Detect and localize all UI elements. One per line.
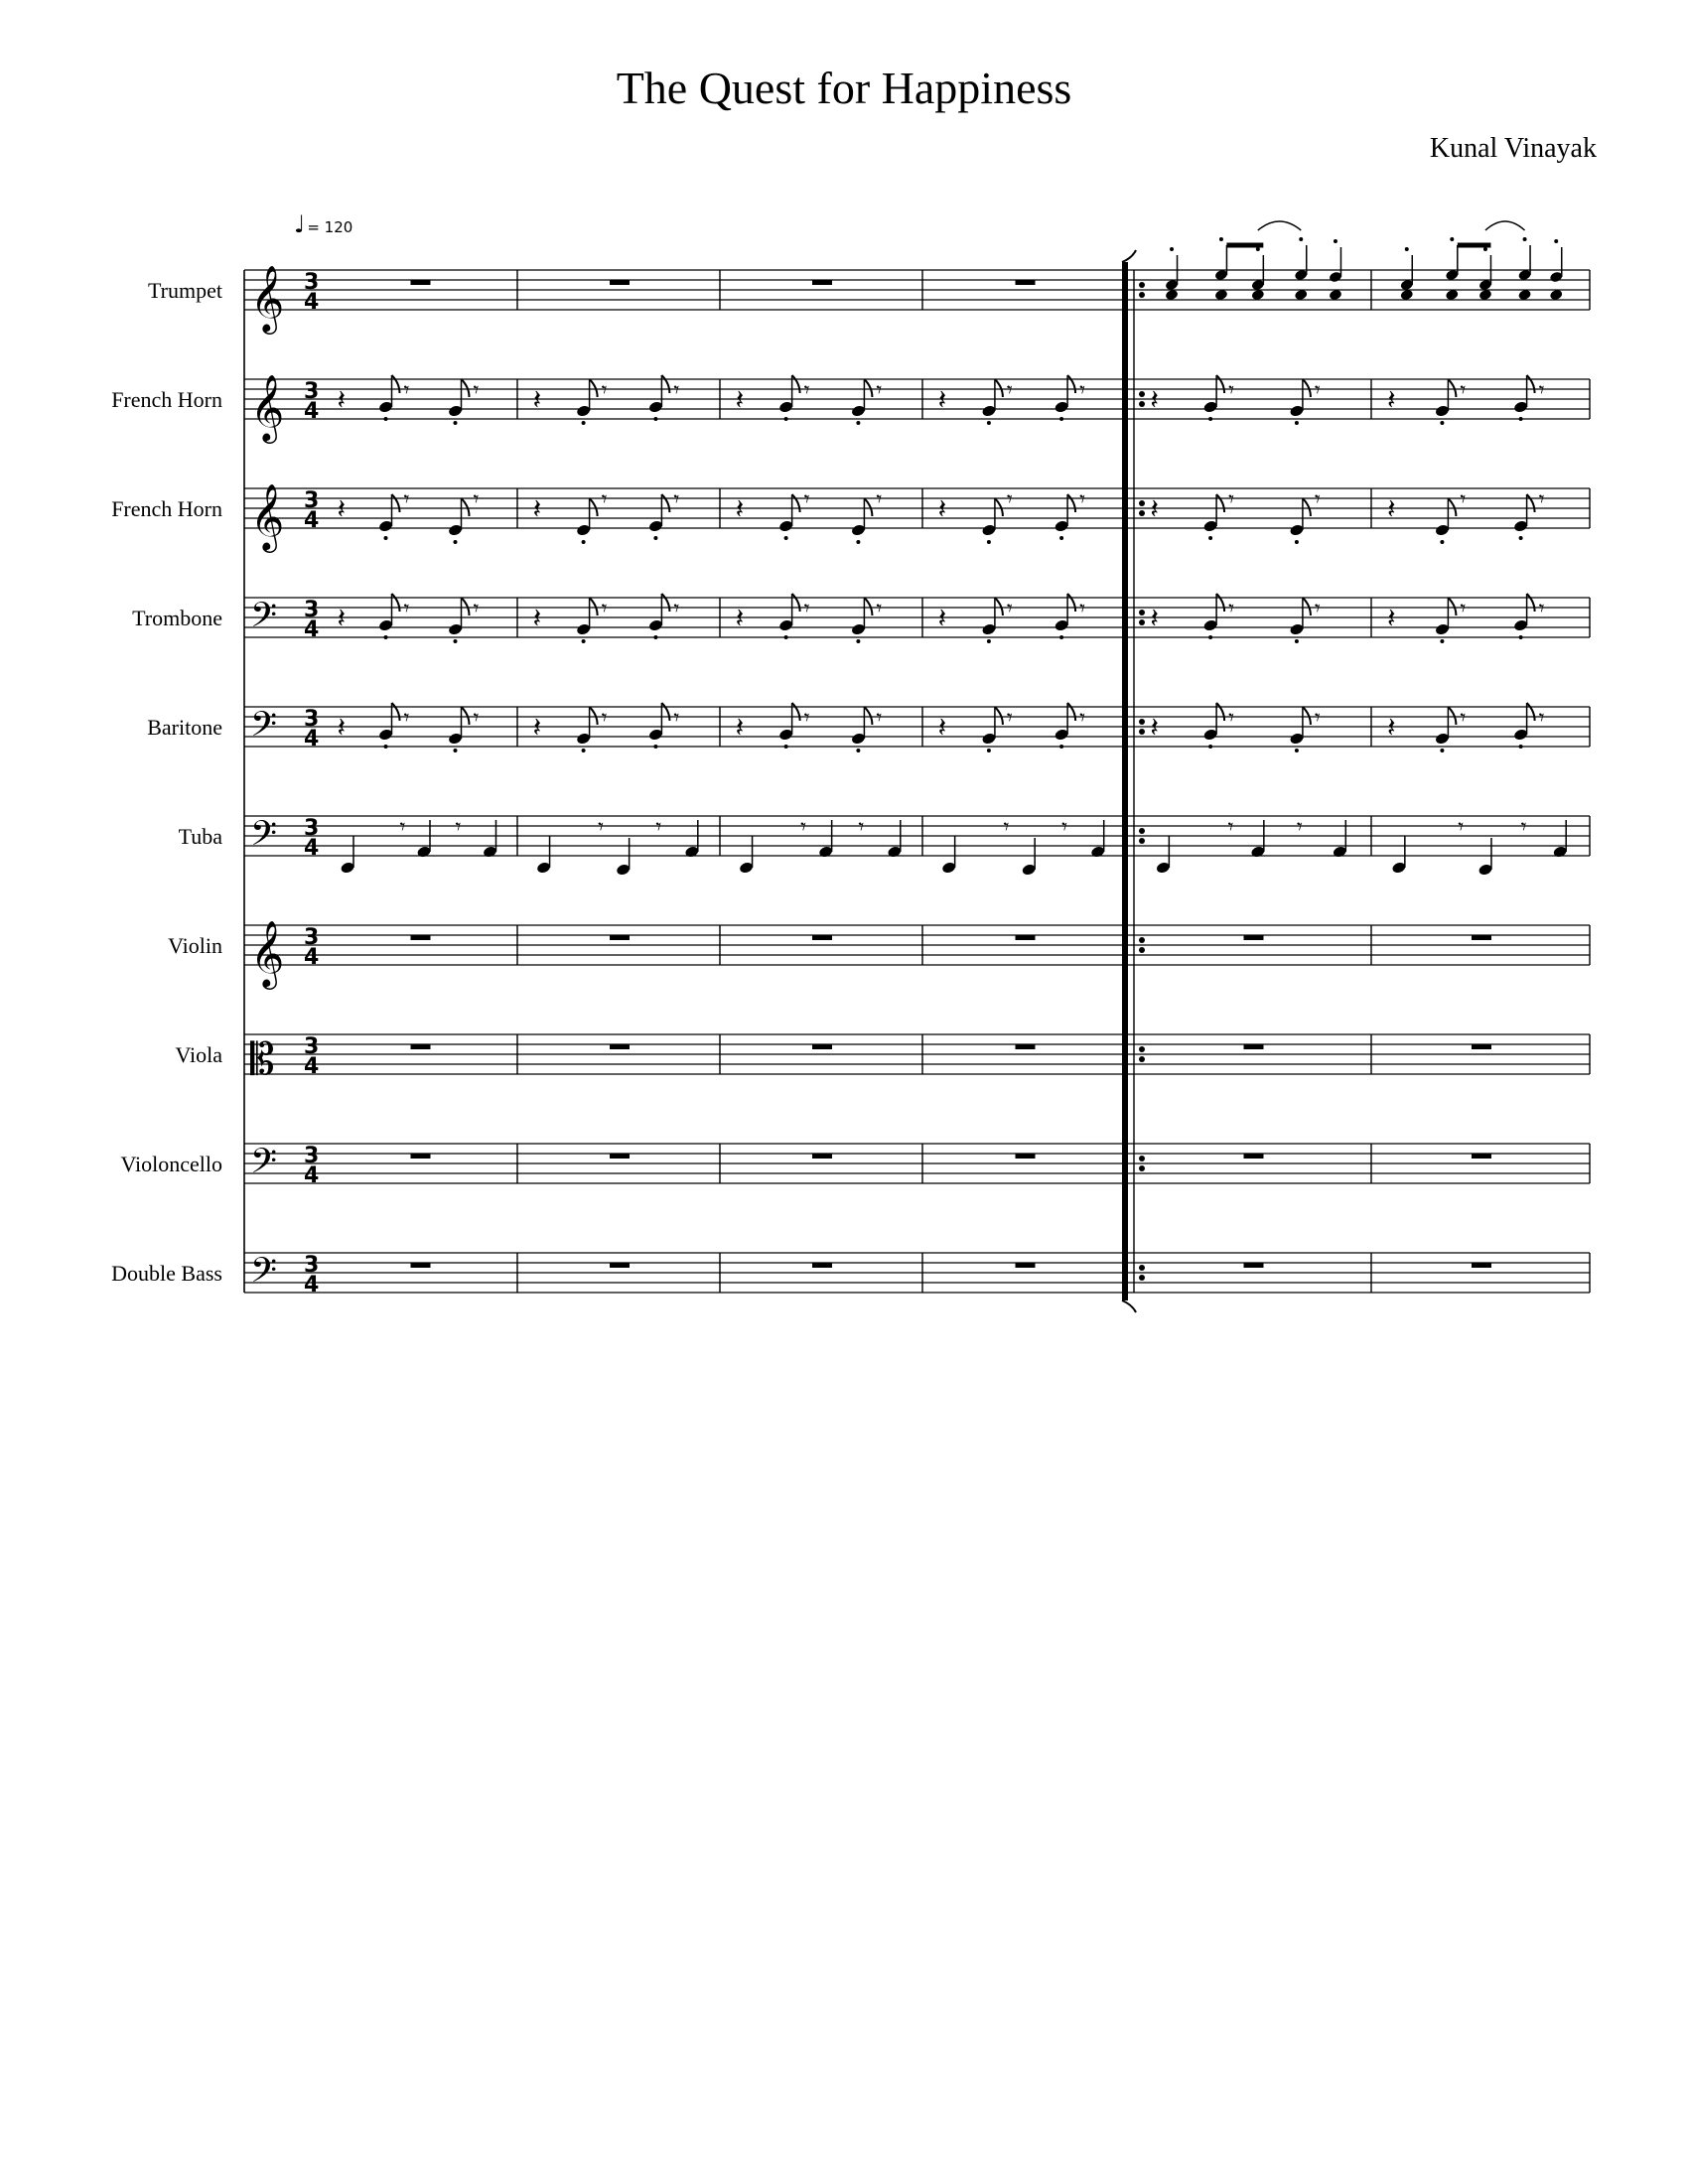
note-flag xyxy=(864,498,872,516)
staccato-dot xyxy=(1256,247,1260,251)
eighth-rest-icon: 𝄾 xyxy=(399,815,406,840)
eighth-rest-icon: 𝄾 xyxy=(1061,815,1067,840)
eighth-rest-icon: 𝄾 xyxy=(1006,706,1013,731)
eighth-rest-icon: 𝄾 xyxy=(601,706,608,731)
note-flag xyxy=(864,598,872,615)
note-flag xyxy=(462,598,470,615)
note-flag xyxy=(1216,594,1224,612)
whole-rest-icon xyxy=(411,935,431,940)
repeat-dot xyxy=(1139,391,1145,397)
repeat-dot xyxy=(1139,510,1145,516)
eighth-rest-icon: 𝄾 xyxy=(598,815,605,840)
time-signature-numerator: 3 xyxy=(304,1144,320,1168)
staccato-dot xyxy=(454,639,458,643)
note-flag xyxy=(1527,375,1535,393)
eighth-rest-icon: 𝄾 xyxy=(876,597,883,621)
eighth-rest-icon: 𝄾 xyxy=(473,597,480,621)
staff-9 xyxy=(244,1144,1590,1183)
time-signature-numerator: 3 xyxy=(304,707,320,732)
eighth-rest-icon: 𝄾 xyxy=(876,487,883,512)
instrument-label: Baritone xyxy=(147,715,222,740)
treble-clef-icon: 𝄞 xyxy=(250,482,285,550)
note-flag xyxy=(590,379,598,397)
slur xyxy=(1258,221,1301,230)
note-flag xyxy=(864,707,872,725)
staccato-dot xyxy=(1450,237,1454,241)
staccato-dot xyxy=(1219,237,1223,241)
eighth-rest-icon: 𝄾 xyxy=(1227,815,1234,840)
note-flag xyxy=(1303,598,1311,615)
staccato-dot xyxy=(784,635,788,639)
whole-rest-icon xyxy=(1472,1044,1491,1049)
note-flag xyxy=(792,594,800,612)
eighth-rest-icon: 𝄾 xyxy=(803,487,810,512)
staccato-dot xyxy=(1440,421,1444,425)
staccato-dot xyxy=(582,749,586,752)
note-flag xyxy=(1303,498,1311,516)
treble-clef-icon: 𝄞 xyxy=(250,264,285,332)
eighth-rest-icon: 𝄾 xyxy=(1079,487,1085,512)
note-flag xyxy=(590,707,598,725)
staff-10 xyxy=(244,1253,1590,1293)
time-signature-numerator: 3 xyxy=(304,816,320,841)
time-signature-denominator: 4 xyxy=(304,1054,320,1079)
note-flag xyxy=(1527,494,1535,512)
alto-clef-icon: 𝄡 xyxy=(250,1034,275,1085)
staccato-dot xyxy=(1519,417,1523,421)
whole-rest-icon xyxy=(1016,1154,1036,1159)
eighth-rest-icon: 𝄾 xyxy=(1079,706,1085,731)
eighth-rest-icon: 𝄾 xyxy=(1538,378,1545,403)
time-signature-denominator: 4 xyxy=(304,1163,320,1188)
bass-clef-icon: 𝄢 xyxy=(250,813,278,862)
staccato-dot xyxy=(1059,536,1063,540)
staccato-dot xyxy=(1295,540,1299,544)
repeat-dot xyxy=(1139,729,1145,735)
repeat-dot xyxy=(1139,828,1145,834)
instrument-label: French Horn xyxy=(111,496,222,521)
bass-clef-icon: 𝄢 xyxy=(250,1250,278,1298)
note-flag xyxy=(590,598,598,615)
eighth-rest-icon: 𝄾 xyxy=(601,597,608,621)
instrument-label: Trombone xyxy=(132,606,222,630)
eighth-rest-icon: 𝄾 xyxy=(1458,815,1465,840)
instrument-label: Double Bass xyxy=(111,1261,222,1286)
note-flag xyxy=(661,494,669,512)
repeat-dot xyxy=(1139,1056,1145,1062)
note-flag xyxy=(1527,594,1535,612)
eighth-rest-icon: 𝄾 xyxy=(1296,815,1303,840)
quarter-rest-icon: 𝄽 xyxy=(735,383,745,416)
staccato-dot xyxy=(987,749,991,752)
eighth-rest-icon: 𝄾 xyxy=(1006,378,1013,403)
whole-rest-icon xyxy=(1472,1154,1491,1159)
eighth-rest-icon: 𝄾 xyxy=(601,378,608,403)
staccato-dot xyxy=(1059,417,1063,421)
instrument-label: Violoncello xyxy=(120,1152,222,1176)
time-signature-denominator: 4 xyxy=(304,727,320,751)
note-flag xyxy=(995,598,1003,615)
staccato-dot xyxy=(582,540,586,544)
whole-rest-icon xyxy=(1472,1263,1491,1268)
note-flag xyxy=(1216,375,1224,393)
quarter-rest-icon: 𝄽 xyxy=(937,492,947,525)
note-flag xyxy=(1303,379,1311,397)
whole-rest-icon xyxy=(411,1044,431,1049)
eighth-rest-icon: 𝄾 xyxy=(1520,815,1527,840)
note-flag xyxy=(995,707,1003,725)
time-signature-denominator: 4 xyxy=(304,290,320,315)
staccato-dot xyxy=(653,635,657,639)
whole-rest-icon xyxy=(1016,1044,1036,1049)
eighth-rest-icon: 𝄾 xyxy=(655,815,662,840)
eighth-rest-icon: 𝄾 xyxy=(1003,815,1010,840)
eighth-rest-icon: 𝄾 xyxy=(1006,487,1013,512)
staccato-dot xyxy=(582,639,586,643)
eighth-rest-icon: 𝄾 xyxy=(1538,487,1545,512)
staccato-dot xyxy=(987,540,991,544)
note-flag xyxy=(392,594,400,612)
time-signature-numerator: 3 xyxy=(304,379,320,404)
whole-rest-icon xyxy=(610,1263,630,1268)
quarter-rest-icon: 𝄽 xyxy=(735,602,745,634)
eighth-rest-icon: 𝄾 xyxy=(876,378,883,403)
time-signature-denominator: 4 xyxy=(304,399,320,424)
staccato-dot xyxy=(1519,745,1523,749)
note-flag xyxy=(392,494,400,512)
eighth-rest-icon: 𝄾 xyxy=(1006,597,1013,621)
whole-rest-icon xyxy=(411,1154,431,1159)
eighth-rest-icon: 𝄾 xyxy=(601,487,608,512)
eighth-rest-icon: 𝄾 xyxy=(803,378,810,403)
note-flag xyxy=(1067,494,1075,512)
eighth-rest-icon: 𝄾 xyxy=(403,378,410,403)
staccato-dot xyxy=(1554,239,1558,243)
repeat-dot xyxy=(1139,401,1145,407)
repeat-dot xyxy=(1139,947,1145,953)
whole-rest-icon xyxy=(1244,1154,1264,1159)
bracket-hook xyxy=(1122,250,1136,262)
eighth-rest-icon: 𝄾 xyxy=(1228,487,1234,512)
eighth-rest-icon: 𝄾 xyxy=(1079,378,1085,403)
eighth-rest-icon: 𝄾 xyxy=(876,706,883,731)
note-flag xyxy=(792,494,800,512)
staccato-dot xyxy=(1523,237,1527,241)
eighth-rest-icon: 𝄾 xyxy=(673,706,680,731)
quarter-note-icon: ♩ xyxy=(294,210,306,238)
note-flag xyxy=(995,498,1003,516)
staccato-dot xyxy=(1519,635,1523,639)
whole-rest-icon xyxy=(411,1263,431,1268)
eighth-rest-icon: 𝄾 xyxy=(473,487,480,512)
eighth-rest-icon: 𝄾 xyxy=(1314,378,1321,403)
whole-rest-icon xyxy=(812,935,832,940)
whole-rest-icon xyxy=(1244,935,1264,940)
quarter-rest-icon: 𝄽 xyxy=(1150,492,1159,525)
staccato-dot xyxy=(1059,745,1063,749)
note-flag xyxy=(864,379,872,397)
repeat-dot xyxy=(1139,619,1145,625)
eighth-rest-icon: 𝄾 xyxy=(403,597,410,621)
note-flag xyxy=(1216,703,1224,721)
whole-rest-icon xyxy=(1016,280,1036,285)
repeat-dot xyxy=(1139,1275,1145,1281)
eighth-rest-icon: 𝄾 xyxy=(673,487,680,512)
note-flag xyxy=(661,375,669,393)
note-flag xyxy=(1448,498,1456,516)
note-flag xyxy=(392,375,400,393)
quarter-rest-icon: 𝄽 xyxy=(532,602,542,634)
staccato-dot xyxy=(1440,749,1444,752)
staccato-dot xyxy=(454,540,458,544)
whole-rest-icon xyxy=(411,280,431,285)
whole-rest-icon xyxy=(1016,1263,1036,1268)
whole-rest-icon xyxy=(1472,935,1491,940)
whole-rest-icon xyxy=(610,935,630,940)
whole-rest-icon xyxy=(610,280,630,285)
staccato-dot xyxy=(384,536,388,540)
eighth-rest-icon: 𝄾 xyxy=(1314,706,1321,731)
note-flag xyxy=(1067,594,1075,612)
eighth-rest-icon: 𝄾 xyxy=(1538,706,1545,731)
staccato-dot xyxy=(987,421,991,425)
instrument-label: Tuba xyxy=(178,824,222,849)
note-flag xyxy=(1448,598,1456,615)
bass-clef-icon: 𝄢 xyxy=(250,595,278,643)
staff-6 xyxy=(244,816,1590,856)
eighth-rest-icon: 𝄾 xyxy=(1314,487,1321,512)
staccato-dot xyxy=(1483,247,1487,251)
whole-rest-icon xyxy=(812,280,832,285)
bass-clef-icon: 𝄢 xyxy=(250,704,278,752)
note-flag xyxy=(661,594,669,612)
note-flag xyxy=(661,703,669,721)
eighth-rest-icon: 𝄾 xyxy=(800,815,807,840)
eighth-rest-icon: 𝄾 xyxy=(673,597,680,621)
staccato-dot xyxy=(856,540,860,544)
note-flag xyxy=(792,375,800,393)
time-signature-numerator: 3 xyxy=(304,925,320,950)
staccato-dot xyxy=(1208,536,1212,540)
whole-rest-icon xyxy=(812,1044,832,1049)
staccato-dot xyxy=(856,749,860,752)
repeat-dot xyxy=(1139,937,1145,943)
staccato-dot xyxy=(1405,247,1409,251)
whole-rest-icon xyxy=(610,1044,630,1049)
time-signature-denominator: 4 xyxy=(304,617,320,642)
time-signature-numerator: 3 xyxy=(304,488,320,513)
staccato-dot xyxy=(384,417,388,421)
quarter-rest-icon: 𝄽 xyxy=(532,492,542,525)
repeat-dot xyxy=(1139,1156,1145,1161)
eighth-rest-icon: 𝄾 xyxy=(473,378,480,403)
bass-clef-icon: 𝄢 xyxy=(250,1141,278,1189)
instrument-label: Trumpet xyxy=(148,278,222,303)
staccato-dot xyxy=(1295,749,1299,752)
quarter-rest-icon: 𝄽 xyxy=(1386,383,1396,416)
note-flag xyxy=(1527,703,1535,721)
quarter-rest-icon: 𝄽 xyxy=(337,492,347,525)
treble-clef-icon: 𝄞 xyxy=(250,919,285,987)
time-signature-numerator: 3 xyxy=(304,598,320,622)
note-flag xyxy=(392,703,400,721)
quarter-rest-icon: 𝄽 xyxy=(735,711,745,744)
staccato-dot xyxy=(454,749,458,752)
time-signature-denominator: 4 xyxy=(304,945,320,970)
instrument-label: French Horn xyxy=(111,387,222,412)
time-signature-numerator: 3 xyxy=(304,1034,320,1059)
staccato-dot xyxy=(1334,239,1337,243)
time-signature-denominator: 4 xyxy=(304,1273,320,1297)
staccato-dot xyxy=(653,536,657,540)
staccato-dot xyxy=(1440,639,1444,643)
eighth-rest-icon: 𝄾 xyxy=(1079,597,1085,621)
whole-rest-icon xyxy=(1244,1044,1264,1049)
repeat-dot xyxy=(1139,719,1145,725)
time-signature-numerator: 3 xyxy=(304,1253,320,1278)
note-flag xyxy=(1067,703,1075,721)
staccato-dot xyxy=(454,421,458,425)
repeat-thick-barline xyxy=(1122,262,1128,1300)
quarter-rest-icon: 𝄽 xyxy=(1386,492,1396,525)
score-title: The Quest for Happiness xyxy=(616,63,1072,113)
staccato-dot xyxy=(856,421,860,425)
quarter-rest-icon: 𝄽 xyxy=(1150,383,1159,416)
staccato-dot xyxy=(1295,421,1299,425)
eighth-rest-icon: 𝄾 xyxy=(1314,597,1321,621)
eighth-rest-icon: 𝄾 xyxy=(403,706,410,731)
staccato-dot xyxy=(784,536,788,540)
repeat-dot xyxy=(1139,1165,1145,1171)
quarter-rest-icon: 𝄽 xyxy=(1150,711,1159,744)
quarter-rest-icon: 𝄽 xyxy=(937,711,947,744)
eighth-rest-icon: 𝄾 xyxy=(1228,706,1234,731)
treble-clef-icon: 𝄞 xyxy=(250,373,285,441)
repeat-dot xyxy=(1139,1046,1145,1052)
eighth-rest-icon: 𝄾 xyxy=(403,487,410,512)
staccato-dot xyxy=(784,417,788,421)
note-flag xyxy=(1448,379,1456,397)
staccato-dot xyxy=(384,635,388,639)
quarter-rest-icon: 𝄽 xyxy=(735,492,745,525)
time-signature-denominator: 4 xyxy=(304,836,320,861)
eighth-rest-icon: 𝄾 xyxy=(1228,597,1234,621)
quarter-rest-icon: 𝄽 xyxy=(937,602,947,634)
repeat-dot xyxy=(1139,500,1145,506)
staff-7 xyxy=(244,925,1590,965)
note-flag xyxy=(1216,494,1224,512)
note-flag xyxy=(590,498,598,516)
eighth-rest-icon: 𝄾 xyxy=(1460,487,1467,512)
eighth-rest-icon: 𝄾 xyxy=(803,706,810,731)
note-flag xyxy=(462,379,470,397)
composer-name: Kunal Vinayak xyxy=(1429,133,1597,164)
instrument-label: Violin xyxy=(168,933,222,958)
whole-rest-icon xyxy=(812,1154,832,1159)
staccato-dot xyxy=(1208,417,1212,421)
staccato-dot xyxy=(784,745,788,749)
staccato-dot xyxy=(653,745,657,749)
staccato-dot xyxy=(1208,745,1212,749)
bracket-hook xyxy=(1122,1300,1136,1312)
staccato-dot xyxy=(1295,639,1299,643)
quarter-rest-icon: 𝄽 xyxy=(337,602,347,634)
staccato-dot xyxy=(1440,540,1444,544)
quarter-rest-icon: 𝄽 xyxy=(337,383,347,416)
staff-8 xyxy=(244,1034,1590,1074)
eighth-rest-icon: 𝄾 xyxy=(1460,597,1467,621)
quarter-rest-icon: 𝄽 xyxy=(532,383,542,416)
whole-rest-icon xyxy=(610,1154,630,1159)
staccato-dot xyxy=(1059,635,1063,639)
note-flag xyxy=(462,498,470,516)
note-flag xyxy=(462,707,470,725)
note-flag xyxy=(1067,375,1075,393)
repeat-dot xyxy=(1139,292,1145,298)
eighth-rest-icon: 𝄾 xyxy=(1460,706,1467,731)
repeat-dot xyxy=(1139,610,1145,615)
staccato-dot xyxy=(384,745,388,749)
whole-rest-icon xyxy=(1016,935,1036,940)
quarter-rest-icon: 𝄽 xyxy=(532,711,542,744)
repeat-dot xyxy=(1139,838,1145,844)
staccato-dot xyxy=(1299,237,1303,241)
quarter-rest-icon: 𝄽 xyxy=(1386,602,1396,634)
quarter-rest-icon: 𝄽 xyxy=(937,383,947,416)
eighth-rest-icon: 𝄾 xyxy=(455,815,462,840)
staccato-dot xyxy=(987,639,991,643)
staff-1 xyxy=(244,270,1590,310)
whole-rest-icon xyxy=(1244,1263,1264,1268)
time-signature-denominator: 4 xyxy=(304,508,320,533)
staccato-dot xyxy=(1208,635,1212,639)
staccato-dot xyxy=(653,417,657,421)
staccato-dot xyxy=(856,639,860,643)
note-flag xyxy=(1448,707,1456,725)
note-flag xyxy=(995,379,1003,397)
staccato-dot xyxy=(1170,247,1174,251)
eighth-rest-icon: 𝄾 xyxy=(1228,378,1234,403)
staccato-dot xyxy=(1519,536,1523,540)
time-signature-numerator: 3 xyxy=(304,270,320,295)
tempo-text: = 120 xyxy=(307,218,353,236)
quarter-rest-icon: 𝄽 xyxy=(337,711,347,744)
eighth-rest-icon: 𝄾 xyxy=(803,597,810,621)
whole-rest-icon xyxy=(812,1263,832,1268)
eighth-rest-icon: 𝄾 xyxy=(1460,378,1467,403)
repeat-dot xyxy=(1139,282,1145,288)
eighth-rest-icon: 𝄾 xyxy=(673,378,680,403)
slur xyxy=(1485,221,1525,230)
instrument-label: Viola xyxy=(175,1042,222,1067)
eighth-rest-icon: 𝄾 xyxy=(858,815,865,840)
eighth-rest-icon: 𝄾 xyxy=(473,706,480,731)
note-flag xyxy=(792,703,800,721)
note-flag xyxy=(1303,707,1311,725)
quarter-rest-icon: 𝄽 xyxy=(1386,711,1396,744)
staccato-dot xyxy=(582,421,586,425)
eighth-rest-icon: 𝄾 xyxy=(1538,597,1545,621)
quarter-rest-icon: 𝄽 xyxy=(1150,602,1159,634)
repeat-dot xyxy=(1139,1265,1145,1271)
